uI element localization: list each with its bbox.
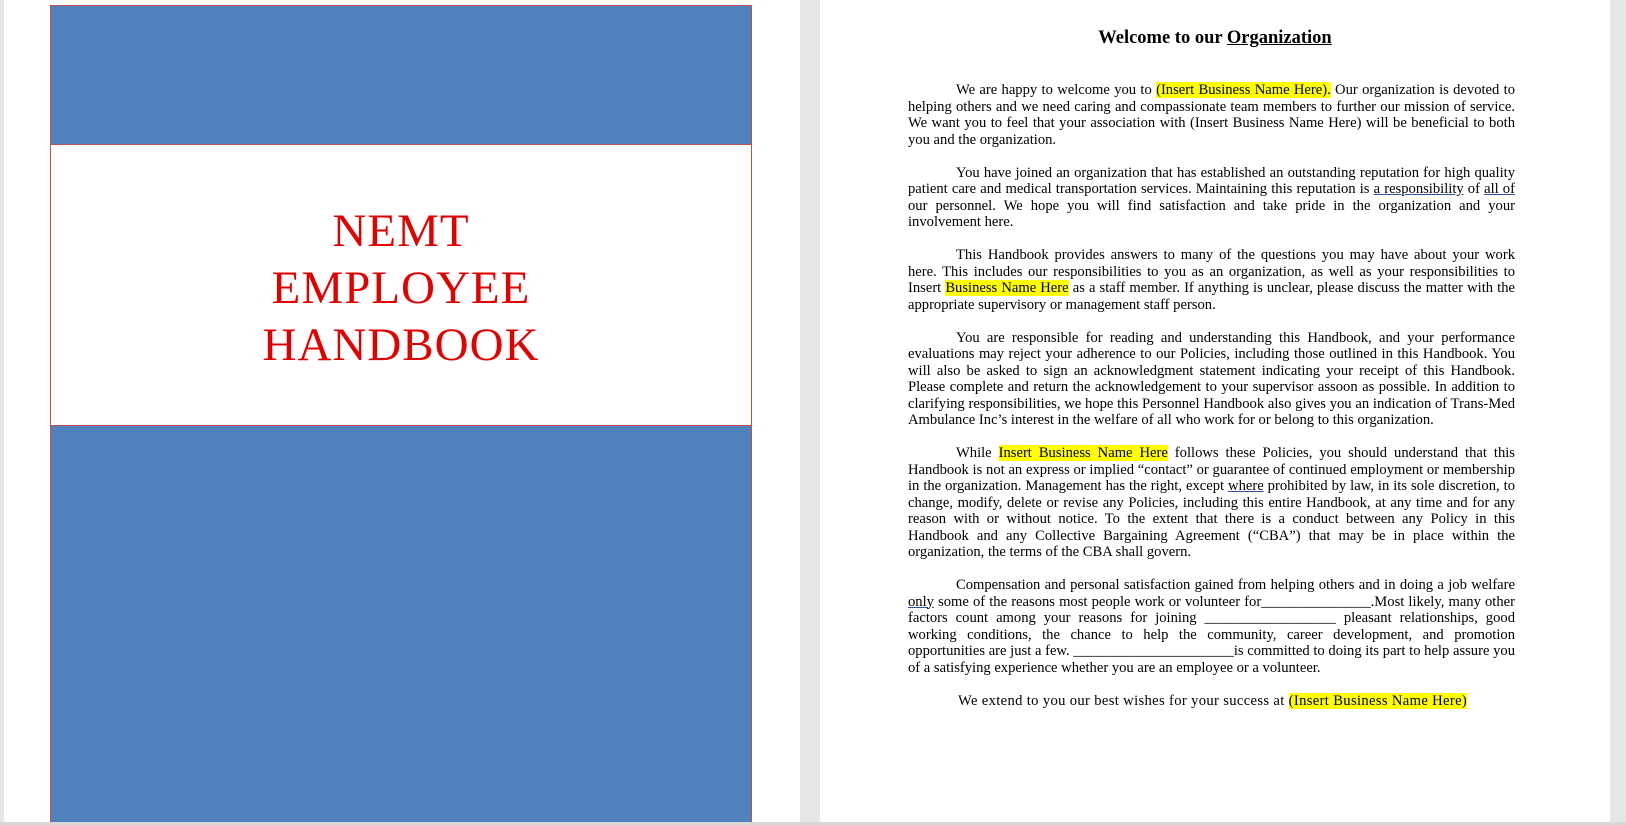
cover-bottom-block (50, 425, 752, 822)
welcome-page (820, 0, 1610, 822)
paragraph-text: follows these Policies, you should understand that this Handbook is not an express or implied “contact” or guarantee of continued employment or membership in the organization. Management has the right, except (908, 445, 1515, 494)
paragraph-reputation (908, 165, 1515, 231)
page-title (820, 28, 1610, 49)
grammar-flagged-text: only (908, 593, 934, 610)
page-title-prefix: Welcome to our (1098, 28, 1227, 48)
paragraph-text: We extend to you our best wishes for your success at (958, 692, 1289, 709)
paragraph-text: some of the reasons most people work or volunteer for_______________.Most likely, many other factors count among your reasons for joining __________________ pleasant relationships, good working conditions, the chance to help the community, career development, and promotion opportunities are just a few. ______________________is committed to doing its part to help assure you of a satisfying experience whether you are an employee or a volunteer. (908, 593, 1515, 676)
grammar-flagged-text: a responsibility (1373, 181, 1464, 197)
cover-title-line-1: NEMT (332, 205, 470, 257)
grammar-flagged-text: all of (1484, 181, 1515, 197)
paragraph-text: prohibited by law, in its sole discretion, to change, modify, delete or revise any Policies, including this entire Handbook, at any time and for any reason with or without notice. To the extent that there is a conduct between any Policy in this Handbook and any Collective Bargaining Agreement (“CBA”) that may be in place within the organization, the terms of the CBA shall govern. (908, 478, 1515, 560)
paragraph-text: We are happy to welcome you to (956, 82, 1157, 98)
paragraph-text: You are responsible for reading and understanding this Handbook, and your performance evaluations may reject your adherence to our Policies, including those outlined in this Handbook. You will also be asked to sign an acknowledgment statement indicating your receipt of this Handbook. Please complete and return the acknowledgement to your supervisor assoon as possible. In addition to clarifying responsibilities, we hope this Personnel Handbook also gives you an indication of Trans-Med Ambulance Inc’s interest in the welfare of all who work for or belong to this organization. (908, 329, 1515, 428)
cover-title-line-3: HANDBOOK (262, 319, 540, 371)
paragraph-text: as a staff member. If anything is unclear, please discuss the matter with the appropriate supervisory or management staff person. (908, 280, 1515, 313)
paragraph-text: of (1463, 181, 1485, 197)
paragraph-handbook-answers (908, 247, 1515, 313)
document-body (908, 82, 1515, 726)
page-title-organization: Organization (1226, 28, 1332, 48)
paragraph-text: Our organization is devoted to helping others and we need caring and compassionate team members to further our mission of service. We want you to feel that your association with (Insert Business Name Here) will be beneficial to both you and the organization. (908, 82, 1515, 148)
paragraph-text: our personnel. We hope you will find satisfaction and take pride in the organization and your involvement here. (908, 197, 1515, 230)
paragraph-policies (908, 445, 1515, 561)
paragraph-text: Compensation and personal satisfaction gained from helping others and in doing a job welfare (956, 577, 1515, 593)
highlighted-placeholder: Business Name Here (945, 280, 1069, 296)
highlighted-placeholder: (Insert Business Name Here). (1156, 82, 1331, 98)
highlighted-placeholder: Insert Business Name Here (998, 445, 1168, 461)
cover-title-band (50, 145, 752, 425)
paragraph-closing (908, 693, 1515, 710)
paragraph-welcome (908, 82, 1515, 148)
cover-page (4, 0, 800, 822)
page-gutter (800, 0, 820, 825)
cover-top-block (50, 5, 752, 145)
paragraph-text: You have joined an organization that has established an outstanding reputation for high quality patient care and medical transportation services. Maintaining this reputation is (908, 164, 1515, 197)
cover-title-line-2: EMPLOYEE (271, 262, 531, 314)
paragraph-text: This Handbook provides answers to many of the questions you may have about your work here. This includes our responsibilities to you as an organization, as well as your responsibilities to Insert (908, 247, 1515, 296)
highlighted-placeholder: (Insert Business Name Here) (1288, 692, 1468, 709)
paragraph-text: While (956, 445, 999, 461)
paragraph-compensation (908, 577, 1515, 676)
cover-title (51, 203, 751, 374)
paragraph-responsibility (908, 330, 1515, 429)
grammar-flagged-text: where (1228, 478, 1264, 494)
window-right-edge (1610, 0, 1626, 825)
